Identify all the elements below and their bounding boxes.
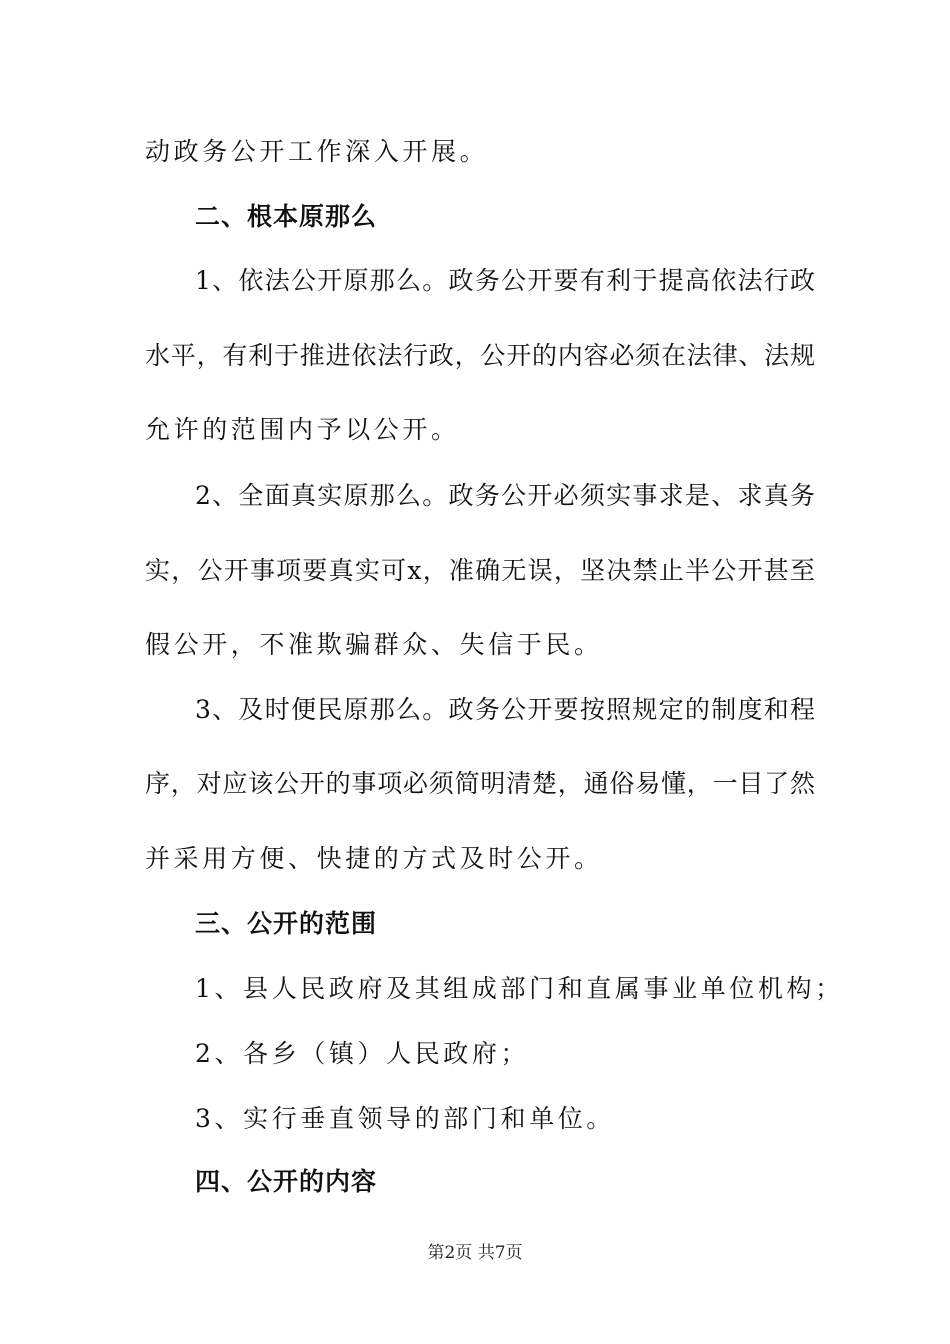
section-heading-content: 四、公开的内容 — [195, 1167, 378, 1196]
principle-1-line-2: 水平，有利于推进依法行政，公开的内容必须在法律、法规 — [145, 341, 815, 370]
page-number-footer: 第2页 共7页 — [427, 1243, 523, 1263]
scope-item-3: 3、实行垂直领导的部门和单位。 — [195, 1104, 615, 1133]
principle-2-line-2: 实，公开事项要真实可x，准确无误，坚决禁止半公开甚至 — [145, 556, 815, 585]
paragraph-continuation: 动政务公开工作深入开展。 — [145, 137, 489, 166]
scope-item-1: 1、县人民政府及其组成部门和直属事业单位机构； — [195, 974, 844, 1003]
principle-2-line-1: 2、全面真实原那么。政务公开必须实事求是、求真务 — [195, 481, 815, 510]
scope-item-2: 2、各乡（镇）人民政府； — [195, 1039, 530, 1068]
principle-1-line-1: 1、依法公开原那么。政务公开要有利于提高依法行政 — [195, 266, 815, 295]
section-heading-principles: 二、根本原那么 — [195, 202, 378, 231]
principle-3-line-1: 3、及时便民原那么。政务公开要按照规定的制度和程 — [195, 695, 815, 724]
principle-1-line-3: 允许的范围内予以公开。 — [145, 415, 460, 444]
section-heading-scope: 三、公开的范围 — [195, 909, 378, 938]
principle-3-line-3: 并采用方便、快捷的方式及时公开。 — [145, 844, 603, 873]
principle-2-line-3: 假公开，不准欺骗群众、失信于民。 — [145, 630, 603, 659]
principle-3-line-2: 序，对应该公开的事项必须简明清楚，通俗易懂，一目了然 — [145, 769, 815, 798]
